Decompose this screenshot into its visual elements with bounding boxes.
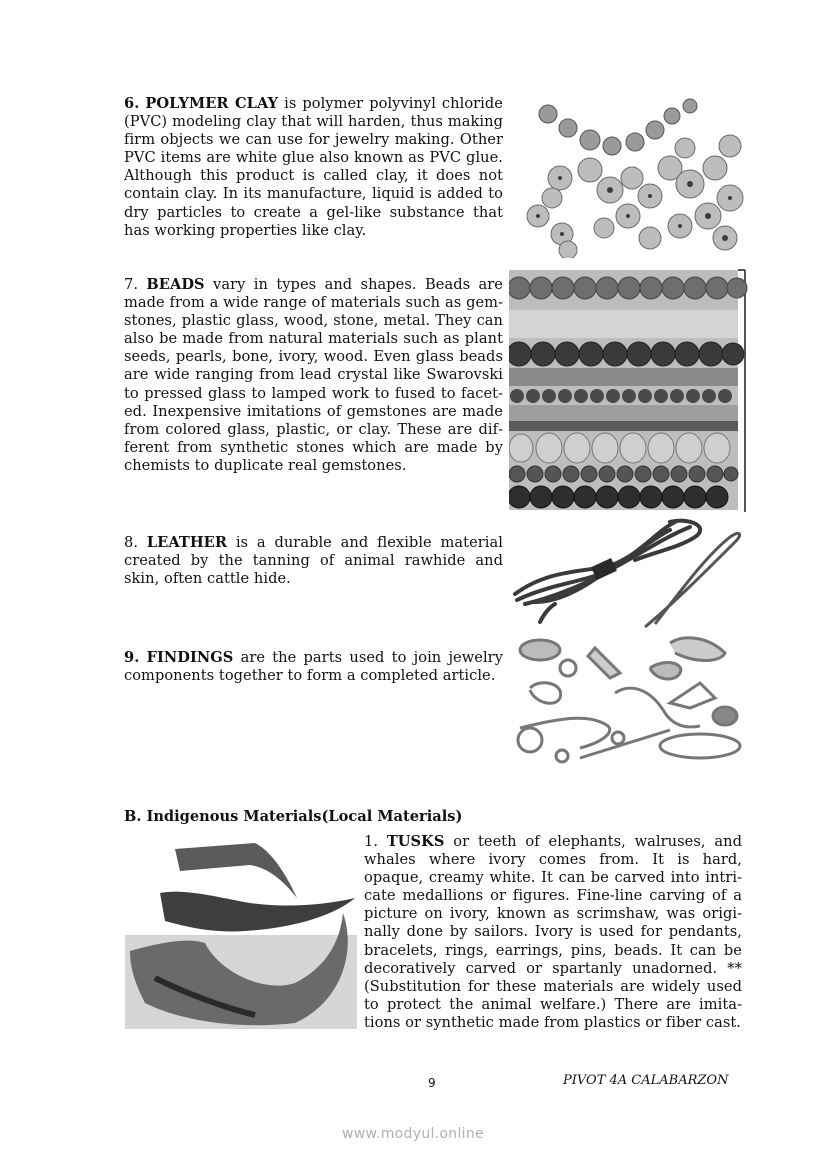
leather-cord-photo xyxy=(505,512,745,632)
item-number: 1. xyxy=(364,833,379,850)
publication-title: PIVOT 4A CALABARZON xyxy=(563,1073,729,1088)
section-polymer-clay xyxy=(124,95,503,240)
section-text: are the parts used to join jewelry components together to form a completed article. xyxy=(124,649,503,685)
jewelry-findings-photo xyxy=(500,628,750,778)
section-number: 6. xyxy=(124,95,140,112)
section-leather xyxy=(124,534,503,588)
section-findings xyxy=(124,649,503,685)
section-text: is a durable and flexible material created by the tanning of animal rawhide and skin, often cattle hide. xyxy=(124,534,503,588)
section-text: is polymer polyvinyl chloride (PVC) modeling clay that will harden, thus making firm objects we can use for jewelry making. Other PVC items are white glue also known as PVC glue. Although this product is called clay, it does not contain clay. In its manufacture, liquid is added to dry particles to create a gel-like substance that has working properties like clay. xyxy=(124,95,503,239)
section-text: vary in types and shapes. Beads are made from a wide range of materials such as gemstones, plastic glass, wood, stone, metal. They can also be made from natural materials such as plant seeds, pearls, bone, ivory, wood. Even glass beads are wide ranging from lead crystal like Swarovski to pressed glass to lamped work to fused to faceted. Inexpensive imitations of gemstones are made from colored glass, plastic, or clay. These are different from synthetic stones which are made by chemists to duplicate real gemstones. xyxy=(124,276,503,474)
carved-tusks-photo xyxy=(125,843,357,1029)
page-number: 9 xyxy=(428,1076,436,1090)
bead-strands-photo xyxy=(509,268,749,512)
item-term: TUSKS xyxy=(386,833,445,850)
section-term: LEATHER xyxy=(146,534,228,551)
section-number: 8. xyxy=(124,534,139,551)
section-term: POLYMER CLAY xyxy=(145,95,279,112)
watermark: www.modyul.online xyxy=(342,1126,484,1142)
section-number: 9. xyxy=(124,649,140,666)
section-term: FINDINGS xyxy=(146,649,234,666)
section-term: BEADS xyxy=(146,276,205,293)
item-text: or teeth of elephants, walruses, and whales where ivory comes from. It is hard, opaque, creamy white. It can be carved into intricate medallions or figures. Fine-line carving of a picture on ivory, known as scrimshaw, was originally done by sailors. Ivory is used for pendants, bracelets, rings, earrings, pins, beads. It can be decoratively carved or spartanly unadorned. ** (Substitution for these materials are widely used to protect the animal welfare.) There are imitations or synthetic made from plastics or fiber cast. xyxy=(364,833,742,1031)
item-tusks xyxy=(364,833,742,1032)
section-beads xyxy=(124,276,503,475)
polymer-clay-beads-photo xyxy=(520,98,745,258)
section-heading-indigenous: B. Indigenous Materials(Local Materials) xyxy=(124,808,463,825)
section-number: 7. xyxy=(124,276,139,293)
